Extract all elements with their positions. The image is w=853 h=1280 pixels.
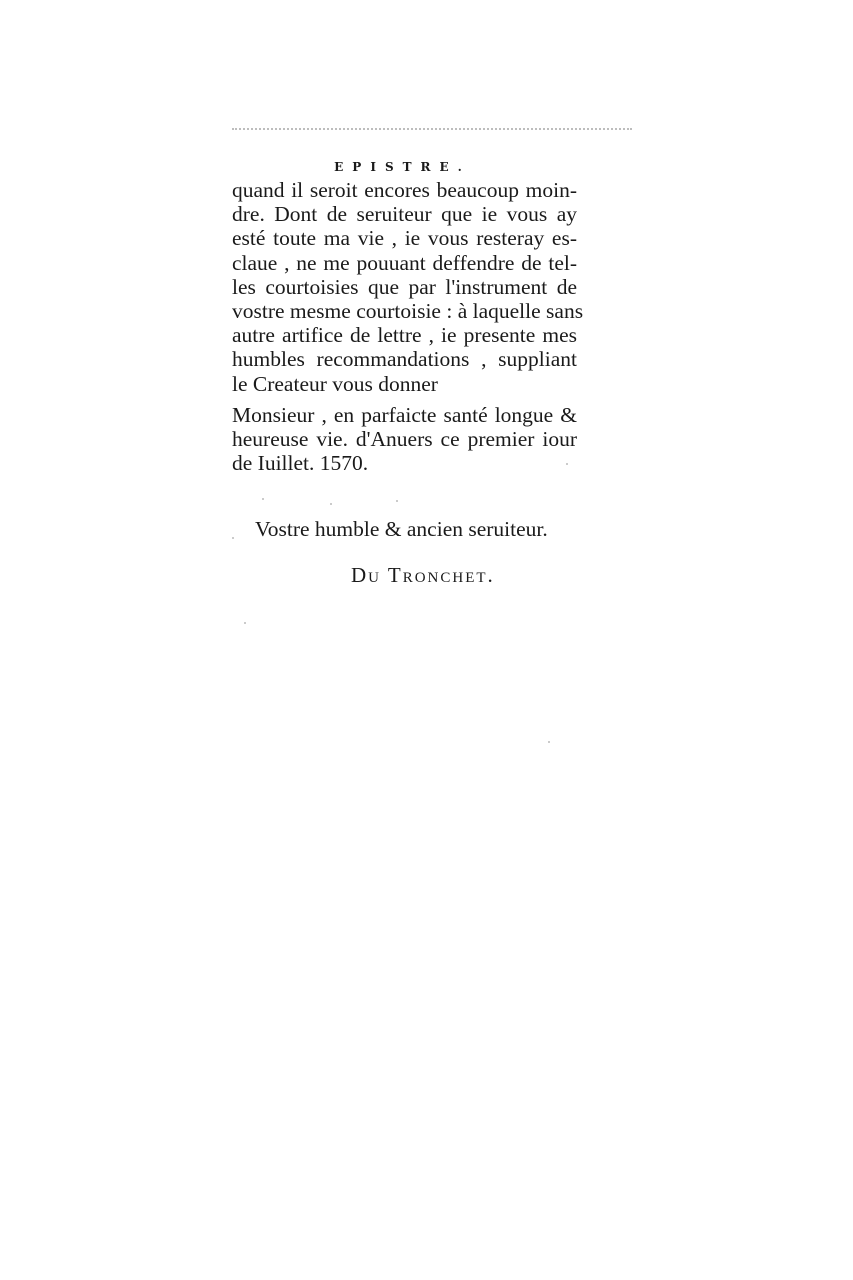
valediction: Vostre humble & ancien seruiteur. bbox=[255, 517, 548, 541]
text-line: autre artifice de lettre , ie presente mes bbox=[232, 323, 577, 348]
text-line: humbles recommandations , suppliant bbox=[232, 347, 577, 372]
running-head: EPISTRE. bbox=[334, 160, 471, 174]
text-line: vostre mesme courtoisie : à laquelle sans bbox=[232, 299, 584, 324]
text-line: les courtoisies que par l'instrument de bbox=[232, 274, 577, 299]
print-speck bbox=[548, 741, 550, 743]
print-speck bbox=[330, 503, 332, 505]
body-text bbox=[232, 178, 584, 396]
print-speck bbox=[232, 537, 234, 539]
signature: Du Tronchet. bbox=[351, 563, 495, 587]
text-line: dre. Dont de seruiteur que ie vous ay bbox=[232, 202, 577, 227]
text-line: claue , ne me pouuant deffendre de tel- bbox=[232, 250, 577, 275]
text-line: quand il seroit encores beaucoup moin- bbox=[232, 178, 577, 202]
top-rule bbox=[232, 128, 632, 132]
closing-paragraph bbox=[232, 403, 577, 476]
print-speck bbox=[262, 498, 264, 500]
print-speck bbox=[396, 500, 398, 502]
text-line: le Createur vous donner bbox=[232, 371, 438, 396]
print-speck bbox=[244, 622, 246, 624]
print-speck bbox=[566, 463, 568, 465]
closing-line: Monsieur , en parfaicte santé longue & bbox=[232, 403, 577, 427]
closing-line: heureuse vie. d'Anuers ce premier iour bbox=[232, 427, 577, 452]
closing-line: de Iuillet. 1570. bbox=[232, 451, 369, 476]
text-line: esté toute ma vie , ie vous resteray es- bbox=[232, 226, 577, 251]
